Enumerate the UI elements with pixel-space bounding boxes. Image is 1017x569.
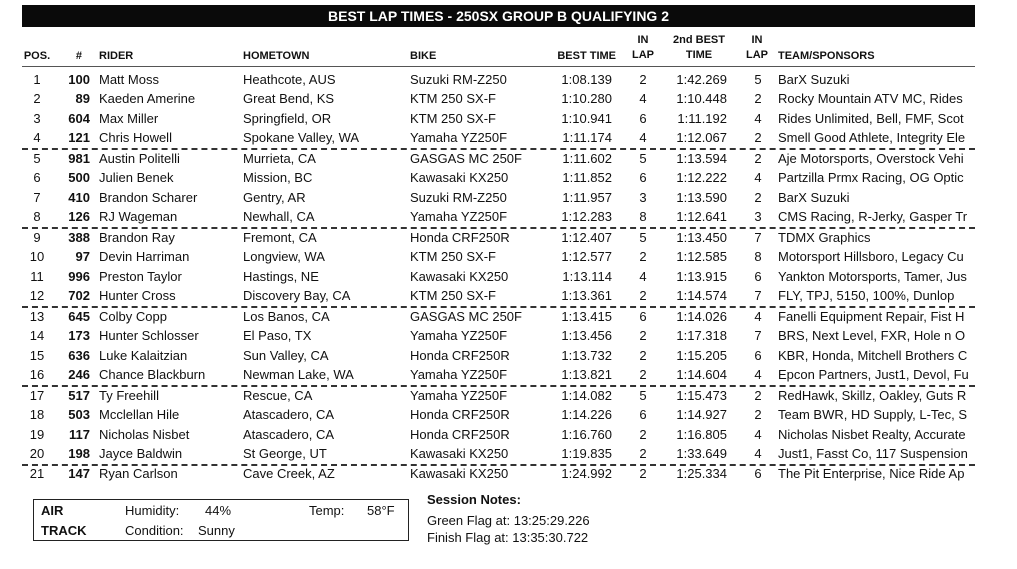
second-best-in-lap: 4 xyxy=(754,170,762,185)
hometown: Springfield, OR xyxy=(243,111,332,126)
table-row xyxy=(0,109,1017,128)
position: 6 xyxy=(33,170,41,185)
team-sponsors: BarX Suzuki xyxy=(778,72,850,87)
position: 11 xyxy=(30,269,44,284)
header-in-lap2-top: IN xyxy=(751,34,763,46)
team-sponsors: Rides Unlimited, Bell, FMF, Scot xyxy=(778,111,964,126)
best-time: 1:13.732 xyxy=(561,348,612,363)
second-best-in-lap: 6 xyxy=(754,348,762,363)
second-best-in-lap: 5 xyxy=(754,72,762,87)
second-best-time: 1:12.067 xyxy=(676,130,727,145)
rider-number: 246 xyxy=(68,367,90,382)
hometown: St George, UT xyxy=(243,446,327,461)
hometown: Murrieta, CA xyxy=(243,151,316,166)
team-sponsors: CMS Racing, R-Jerky, Gasper Tr xyxy=(778,209,968,224)
table-row xyxy=(0,247,1017,266)
best-in-lap: 5 xyxy=(639,151,647,166)
rider-number: 410 xyxy=(68,190,90,205)
second-best-in-lap: 4 xyxy=(754,111,762,126)
team-sponsors: TDMX Graphics xyxy=(778,230,871,245)
bike: Honda CRF250R xyxy=(410,407,510,422)
best-in-lap: 6 xyxy=(639,111,647,126)
table-row xyxy=(0,128,1017,147)
rider-number: 702 xyxy=(68,288,90,303)
hometown: Heathcote, AUS xyxy=(243,72,336,87)
rider-name: Brandon Ray xyxy=(99,230,175,245)
temp-label: Temp: xyxy=(309,503,345,518)
best-in-lap: 6 xyxy=(639,309,647,324)
rider-number: 147 xyxy=(68,466,90,481)
rider-number: 517 xyxy=(68,388,90,403)
rider-name: Austin Politelli xyxy=(99,151,180,166)
header-number: # xyxy=(75,50,82,62)
second-best-time: 1:10.448 xyxy=(676,91,727,106)
table-row xyxy=(0,267,1017,286)
position: 3 xyxy=(33,111,41,126)
group-separator xyxy=(22,227,975,229)
team-sponsors: Just1, Fasst Co, 117 Suspension xyxy=(778,446,968,461)
position: 5 xyxy=(33,151,41,166)
position: 15 xyxy=(29,348,45,363)
best-time: 1:12.577 xyxy=(561,249,612,264)
rider-number: 100 xyxy=(68,72,90,87)
header-team-sponsors: TEAM/SPONSORS xyxy=(778,50,875,62)
best-in-lap: 6 xyxy=(639,170,647,185)
best-in-lap: 2 xyxy=(639,367,647,382)
rider-name: Chance Blackburn xyxy=(99,367,206,382)
rider-number: 89 xyxy=(75,91,90,106)
bike: Yamaha YZ250F xyxy=(410,367,508,382)
air-label: AIR xyxy=(41,503,64,518)
rider-number: 121 xyxy=(68,130,90,145)
rider-name: Mcclellan Hile xyxy=(99,407,180,422)
header-rider: RIDER xyxy=(99,50,134,62)
header-in-lap-2 xyxy=(742,33,772,63)
table-row xyxy=(0,405,1017,424)
second-best-time: 1:12.641 xyxy=(676,209,727,224)
best-in-lap: 2 xyxy=(639,348,647,363)
rider-name: Hunter Cross xyxy=(99,288,176,303)
best-time: 1:10.941 xyxy=(561,111,612,126)
rider-number: 996 xyxy=(68,269,90,284)
rider-number: 503 xyxy=(68,407,90,422)
rider-name: Luke Kalaitzian xyxy=(99,348,188,363)
bike: Honda CRF250R xyxy=(410,427,510,442)
results-title: BEST LAP TIMES - 250SX GROUP B QUALIFYING 2 xyxy=(22,5,975,27)
rider-number: 604 xyxy=(68,111,90,126)
track-label: TRACK xyxy=(41,523,87,538)
best-in-lap: 2 xyxy=(639,427,647,442)
table-row xyxy=(0,70,1017,89)
rider-name: Nicholas Nisbet xyxy=(99,427,190,442)
hometown: Longview, WA xyxy=(243,249,325,264)
bike: Yamaha YZ250F xyxy=(410,209,508,224)
rider-number: 636 xyxy=(68,348,90,363)
hometown: Newman Lake, WA xyxy=(243,367,354,382)
finish-flag-time: Finish Flag at: 13:35:30.722 xyxy=(427,530,589,545)
rider-number: 388 xyxy=(68,230,90,245)
best-time: 1:11.852 xyxy=(562,170,612,185)
team-sponsors: Motorsport Hillsboro, Legacy Cu xyxy=(778,249,964,264)
table-row xyxy=(0,286,1017,305)
header-in-lap-bottom: LAP xyxy=(632,49,654,61)
rider-name: Max Miller xyxy=(99,111,159,126)
header-second-best-time xyxy=(665,33,733,63)
rider-number: 500 xyxy=(68,170,90,185)
position: 2 xyxy=(33,91,41,106)
second-best-time: 1:16.805 xyxy=(676,427,727,442)
rider-name: Matt Moss xyxy=(99,72,159,87)
rider-name: Devin Harriman xyxy=(99,249,190,264)
best-time: 1:19.835 xyxy=(561,446,612,461)
rider-name: Preston Taylor xyxy=(99,269,182,284)
rider-name: Chris Howell xyxy=(99,130,172,145)
header-in-lap xyxy=(628,33,658,63)
position: 20 xyxy=(29,446,45,461)
best-time: 1:13.821 xyxy=(561,367,612,382)
hometown: Spokane Valley, WA xyxy=(243,130,360,145)
team-sponsors: KBR, Honda, Mitchell Brothers C xyxy=(778,348,968,363)
best-in-lap: 2 xyxy=(639,446,647,461)
team-sponsors: BRS, Next Level, FXR, Hole n O xyxy=(778,328,966,343)
second-best-in-lap: 7 xyxy=(754,288,762,303)
hometown: El Paso, TX xyxy=(243,328,312,343)
hometown: Discovery Bay, CA xyxy=(243,288,351,303)
header-second-best-top: 2nd BEST xyxy=(673,34,725,46)
humidity-label: Humidity: xyxy=(125,503,180,518)
best-in-lap: 3 xyxy=(639,190,647,205)
second-best-time: 1:14.927 xyxy=(676,407,727,422)
rider-name: Ryan Carlson xyxy=(99,466,178,481)
second-best-in-lap: 2 xyxy=(754,151,762,166)
table-row xyxy=(0,168,1017,187)
hometown: Atascadero, CA xyxy=(243,427,335,442)
team-sponsors: Team BWR, HD Supply, L-Tec, S xyxy=(778,407,968,422)
team-sponsors: Epcon Partners, Just1, Devol, Fu xyxy=(778,367,969,382)
header-pos: POS. xyxy=(23,50,51,62)
best-in-lap: 2 xyxy=(639,466,647,481)
table-row xyxy=(0,188,1017,207)
hometown: Newhall, CA xyxy=(243,209,315,224)
rider-number: 117 xyxy=(69,427,90,442)
position: 12 xyxy=(29,288,45,303)
table-row xyxy=(0,444,1017,463)
bike: Kawasaki KX250 xyxy=(410,446,509,461)
team-sponsors: Aje Motorsports, Overstock Vehi xyxy=(778,151,964,166)
rider-name: Kaeden Amerine xyxy=(99,91,196,106)
bike: Honda CRF250R xyxy=(410,348,510,363)
best-time: 1:12.407 xyxy=(561,230,612,245)
rider-number: 173 xyxy=(68,328,90,343)
rider-number: 198 xyxy=(68,446,90,461)
team-sponsors: BarX Suzuki xyxy=(778,190,850,205)
header-in-lap2-bottom: LAP xyxy=(746,49,768,61)
second-best-in-lap: 2 xyxy=(754,407,762,422)
position: 7 xyxy=(33,190,41,205)
hometown: Los Banos, CA xyxy=(243,309,330,324)
second-best-time: 1:11.192 xyxy=(677,111,727,126)
position: 10 xyxy=(29,249,45,264)
second-best-time: 1:13.915 xyxy=(676,269,727,284)
second-best-time: 1:15.473 xyxy=(676,388,727,403)
second-best-in-lap: 7 xyxy=(754,230,762,245)
bike: Honda CRF250R xyxy=(410,230,510,245)
temp-value: 58°F xyxy=(367,503,395,518)
position: 21 xyxy=(29,466,45,481)
second-best-in-lap: 4 xyxy=(754,367,762,382)
team-sponsors: Rocky Mountain ATV MC, Rides xyxy=(778,91,963,106)
group-separator xyxy=(22,464,975,466)
best-time: 1:13.114 xyxy=(562,269,612,284)
best-in-lap: 4 xyxy=(639,130,647,145)
position: 14 xyxy=(29,328,45,343)
table-row xyxy=(0,89,1017,108)
second-best-time: 1:13.590 xyxy=(676,190,727,205)
header-second-best-bottom: TIME xyxy=(685,49,713,61)
bike: Yamaha YZ250F xyxy=(410,388,508,403)
best-time: 1:13.456 xyxy=(561,328,612,343)
second-best-time: 1:25.334 xyxy=(676,466,727,481)
bike: KTM 250 SX-F xyxy=(410,111,496,126)
second-best-time: 1:14.574 xyxy=(676,288,727,303)
hometown: Cave Creek, AZ xyxy=(243,466,335,481)
team-sponsors: Smell Good Athlete, Integrity Ele xyxy=(778,130,966,145)
best-in-lap: 4 xyxy=(639,91,647,106)
team-sponsors: The Pit Enterprise, Nice Ride Ap xyxy=(778,466,965,481)
second-best-in-lap: 2 xyxy=(754,91,762,106)
second-best-time: 1:13.450 xyxy=(676,230,727,245)
second-best-time: 1:42.269 xyxy=(676,72,727,87)
table-row xyxy=(0,149,1017,168)
second-best-in-lap: 8 xyxy=(754,249,762,264)
rider-number: 97 xyxy=(75,249,90,264)
table-row xyxy=(0,386,1017,405)
second-best-in-lap: 4 xyxy=(754,309,762,324)
position: 17 xyxy=(29,388,45,403)
group-separator xyxy=(22,306,975,308)
second-best-in-lap: 6 xyxy=(754,269,762,284)
second-best-time: 1:13.594 xyxy=(676,151,727,166)
rider-name: Brandon Scharer xyxy=(99,190,198,205)
best-time: 1:24.992 xyxy=(561,466,612,481)
group-separator xyxy=(22,385,975,387)
best-time: 1:13.361 xyxy=(561,288,612,303)
second-best-in-lap: 2 xyxy=(754,388,762,403)
best-time: 1:10.280 xyxy=(561,91,612,106)
position: 13 xyxy=(29,309,45,324)
second-best-in-lap: 2 xyxy=(754,130,762,145)
best-time: 1:11.957 xyxy=(562,190,612,205)
second-best-time: 1:17.318 xyxy=(676,328,727,343)
bike: Yamaha YZ250F xyxy=(410,328,508,343)
table-row xyxy=(0,464,1017,483)
best-in-lap: 5 xyxy=(639,388,647,403)
best-in-lap: 5 xyxy=(639,230,647,245)
second-best-time: 1:14.026 xyxy=(676,309,727,324)
team-sponsors: RedHawk, Skillz, Oakley, Guts R xyxy=(778,388,967,403)
best-in-lap: 4 xyxy=(639,269,647,284)
table-row xyxy=(0,228,1017,247)
hometown: Great Bend, KS xyxy=(243,91,335,106)
position: 8 xyxy=(33,209,41,224)
condition-value: Sunny xyxy=(198,523,235,538)
second-best-time: 1:12.222 xyxy=(676,170,727,185)
table-row xyxy=(0,207,1017,226)
second-best-time: 1:15.205 xyxy=(676,348,727,363)
bike: Kawasaki KX250 xyxy=(410,466,509,481)
bike: KTM 250 SX-F xyxy=(410,249,496,264)
second-best-time: 1:14.604 xyxy=(676,367,727,382)
header-hometown: HOMETOWN xyxy=(243,50,310,62)
second-best-in-lap: 7 xyxy=(754,328,762,343)
rider-name: Ty Freehill xyxy=(99,388,159,403)
position: 18 xyxy=(29,407,45,422)
rider-number: 645 xyxy=(68,309,90,324)
header-bike: BIKE xyxy=(410,50,437,62)
bike: KTM 250 SX-F xyxy=(410,288,496,303)
second-best-in-lap: 3 xyxy=(754,209,762,224)
rider-name: Colby Copp xyxy=(99,309,167,324)
hometown: Sun Valley, CA xyxy=(243,348,329,363)
rider-name: Jayce Baldwin xyxy=(99,446,183,461)
bike: GASGAS MC 250F xyxy=(410,151,522,166)
hometown: Hastings, NE xyxy=(243,269,319,284)
rider-name: RJ Wageman xyxy=(99,209,178,224)
bike: Kawasaki KX250 xyxy=(410,269,509,284)
second-best-in-lap: 6 xyxy=(754,466,762,481)
hometown: Rescue, CA xyxy=(243,388,313,403)
position: 1 xyxy=(33,72,41,87)
rider-name: Hunter Schlosser xyxy=(99,328,199,343)
hometown: Atascadero, CA xyxy=(243,407,335,422)
second-best-in-lap: 2 xyxy=(754,190,762,205)
team-sponsors: Nicholas Nisbet Realty, Accurate xyxy=(778,427,966,442)
position: 19 xyxy=(29,427,45,442)
rider-number: 126 xyxy=(68,209,90,224)
second-best-time: 1:33.649 xyxy=(676,446,727,461)
team-sponsors: FLY, TPJ, 5150, 100%, Dunlop xyxy=(778,288,955,303)
team-sponsors: Fanelli Equipment Repair, Fist H xyxy=(778,309,965,324)
bike: KTM 250 SX-F xyxy=(410,91,496,106)
bike: Kawasaki KX250 xyxy=(410,170,509,185)
header-divider xyxy=(22,66,975,67)
best-time: 1:13.415 xyxy=(561,309,612,324)
best-time: 1:11.174 xyxy=(562,130,612,145)
best-time: 1:16.760 xyxy=(561,427,612,442)
position: 16 xyxy=(29,367,45,382)
bike: Yamaha YZ250F xyxy=(410,130,508,145)
header-in-lap-top: IN xyxy=(637,34,649,46)
team-sponsors: Partzilla Prmx Racing, OG Optic xyxy=(778,170,964,185)
best-in-lap: 6 xyxy=(639,407,647,422)
best-in-lap: 2 xyxy=(639,288,647,303)
rider-number: 981 xyxy=(68,151,90,166)
table-row xyxy=(0,365,1017,384)
best-in-lap: 8 xyxy=(639,209,647,224)
hometown: Mission, BC xyxy=(243,170,313,185)
rider-name: Julien Benek xyxy=(99,170,174,185)
bike: Suzuki RM-Z250 xyxy=(410,190,507,205)
weather-box xyxy=(33,499,409,541)
team-sponsors: Yankton Motorsports, Tamer, Jus xyxy=(778,269,967,284)
bike: GASGAS MC 250F xyxy=(410,309,522,324)
humidity-value: 44% xyxy=(205,503,232,518)
bike: Suzuki RM-Z250 xyxy=(410,72,507,87)
table-row xyxy=(0,425,1017,444)
hometown: Gentry, AR xyxy=(243,190,306,205)
second-best-time: 1:12.585 xyxy=(676,249,727,264)
best-in-lap: 2 xyxy=(639,328,647,343)
header-best-time: BEST TIME xyxy=(557,50,616,62)
best-in-lap: 2 xyxy=(639,249,647,264)
best-time: 1:08.139 xyxy=(561,72,612,87)
best-time: 1:14.082 xyxy=(561,388,612,403)
table-row xyxy=(0,307,1017,326)
position: 9 xyxy=(33,230,41,245)
second-best-in-lap: 4 xyxy=(754,427,762,442)
green-flag-time: Green Flag at: 13:25:29.226 xyxy=(427,513,590,528)
best-in-lap: 2 xyxy=(639,72,647,87)
table-row xyxy=(0,346,1017,365)
table-row xyxy=(0,326,1017,345)
position: 4 xyxy=(33,130,41,145)
group-separator xyxy=(22,148,975,150)
best-time: 1:11.602 xyxy=(562,151,612,166)
hometown: Fremont, CA xyxy=(243,230,317,245)
second-best-in-lap: 4 xyxy=(754,446,762,461)
best-time: 1:14.226 xyxy=(561,407,612,422)
best-time: 1:12.283 xyxy=(561,209,612,224)
condition-label: Condition: xyxy=(125,523,184,538)
session-notes-heading: Session Notes: xyxy=(427,492,521,507)
